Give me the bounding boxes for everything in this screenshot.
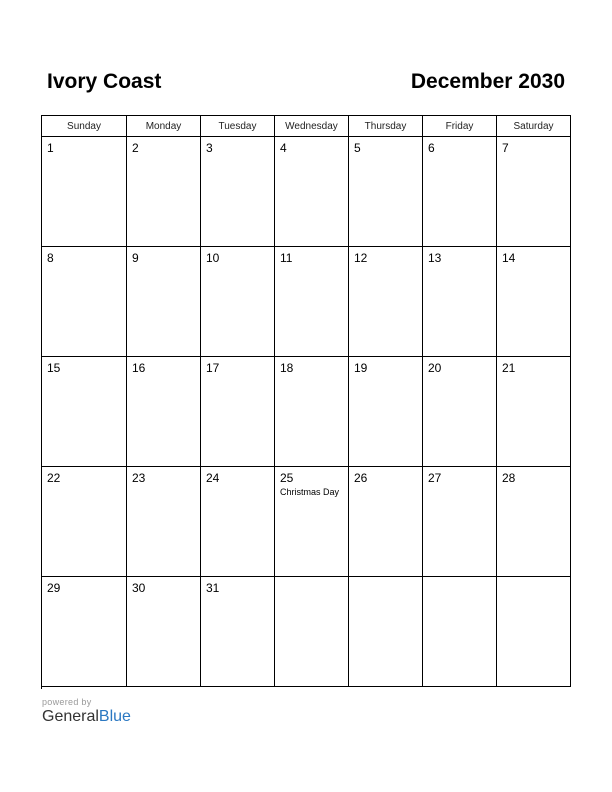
day-number: 23 [132, 471, 146, 485]
day-number: 26 [354, 471, 368, 485]
holiday-label: Christmas Day [280, 487, 340, 497]
day-cell [423, 247, 497, 357]
day-cell [423, 467, 497, 577]
day-number: 22 [47, 471, 61, 485]
day-number: 31 [206, 581, 220, 595]
day-number: 4 [280, 141, 287, 155]
week-row [42, 137, 571, 247]
day-cell [201, 467, 275, 577]
day-cell [423, 577, 497, 687]
day-cell [497, 247, 571, 357]
day-number: 15 [47, 361, 61, 375]
generalblue-logo[interactable] [42, 708, 131, 726]
brand-general-text: General [42, 708, 99, 725]
powered-by-text: powered by [42, 697, 92, 707]
day-number: 27 [428, 471, 442, 485]
day-cell [127, 357, 201, 467]
day-number: 29 [47, 581, 61, 595]
day-number: 6 [428, 141, 435, 155]
day-cell [42, 137, 127, 247]
weekday-wednesday: Wednesday [275, 116, 349, 137]
day-number: 13 [428, 251, 442, 265]
day-number: 17 [206, 361, 220, 375]
day-number: 16 [132, 361, 146, 375]
weekday-header-row [42, 116, 571, 137]
day-number: 11 [280, 251, 293, 265]
day-cell [42, 247, 127, 357]
calendar-grid [41, 115, 571, 689]
day-cell [349, 577, 423, 687]
day-cell [349, 247, 423, 357]
day-cell [497, 357, 571, 467]
day-number: 20 [428, 361, 442, 375]
day-cell [275, 467, 349, 577]
day-cell [201, 577, 275, 687]
day-number: 3 [206, 141, 213, 155]
day-cell [127, 247, 201, 357]
day-number: 30 [132, 581, 146, 595]
day-number: 1 [47, 141, 54, 155]
day-cell [201, 357, 275, 467]
country-title: Ivory Coast [47, 70, 162, 93]
day-cell [497, 577, 571, 687]
day-cell [275, 247, 349, 357]
day-cell [349, 467, 423, 577]
day-cell [201, 247, 275, 357]
weekday-friday: Friday [423, 116, 497, 137]
day-number: 12 [354, 251, 368, 265]
day-cell [275, 357, 349, 467]
day-number: 2 [132, 141, 139, 155]
week-row [42, 577, 571, 687]
day-number: 21 [502, 361, 516, 375]
day-cell [42, 357, 127, 467]
day-number: 14 [502, 251, 516, 265]
weekday-tuesday: Tuesday [201, 116, 275, 137]
day-cell [275, 577, 349, 687]
day-cell [42, 467, 127, 577]
day-cell [275, 137, 349, 247]
weekday-thursday: Thursday [349, 116, 423, 137]
day-cell [127, 137, 201, 247]
day-cell [423, 357, 497, 467]
day-cell [349, 357, 423, 467]
day-number: 8 [47, 251, 54, 265]
day-number: 25 [280, 471, 294, 485]
day-cell [127, 467, 201, 577]
day-cell [497, 467, 571, 577]
weekday-monday: Monday [127, 116, 201, 137]
weekday-saturday: Saturday [497, 116, 571, 137]
brand-blue-text: Blue [98, 708, 131, 725]
month-title: December 2030 [410, 70, 565, 93]
day-cell [201, 137, 275, 247]
weekday-sunday: Sunday [42, 116, 127, 137]
week-row [42, 357, 571, 467]
week-row [42, 247, 571, 357]
day-cell [423, 137, 497, 247]
week-row [42, 467, 571, 577]
day-number: 28 [502, 471, 516, 485]
footer-branding [42, 697, 131, 726]
day-number: 19 [354, 361, 368, 375]
calendar-header [0, 0, 612, 110]
day-cell [42, 577, 127, 687]
day-number: 5 [354, 141, 361, 155]
day-number: 9 [132, 251, 139, 265]
day-cell [127, 577, 201, 687]
day-number: 18 [280, 361, 294, 375]
day-cell [497, 137, 571, 247]
day-cell [349, 137, 423, 247]
day-number: 24 [206, 471, 220, 485]
day-number: 7 [502, 141, 509, 155]
day-number: 10 [206, 251, 220, 265]
